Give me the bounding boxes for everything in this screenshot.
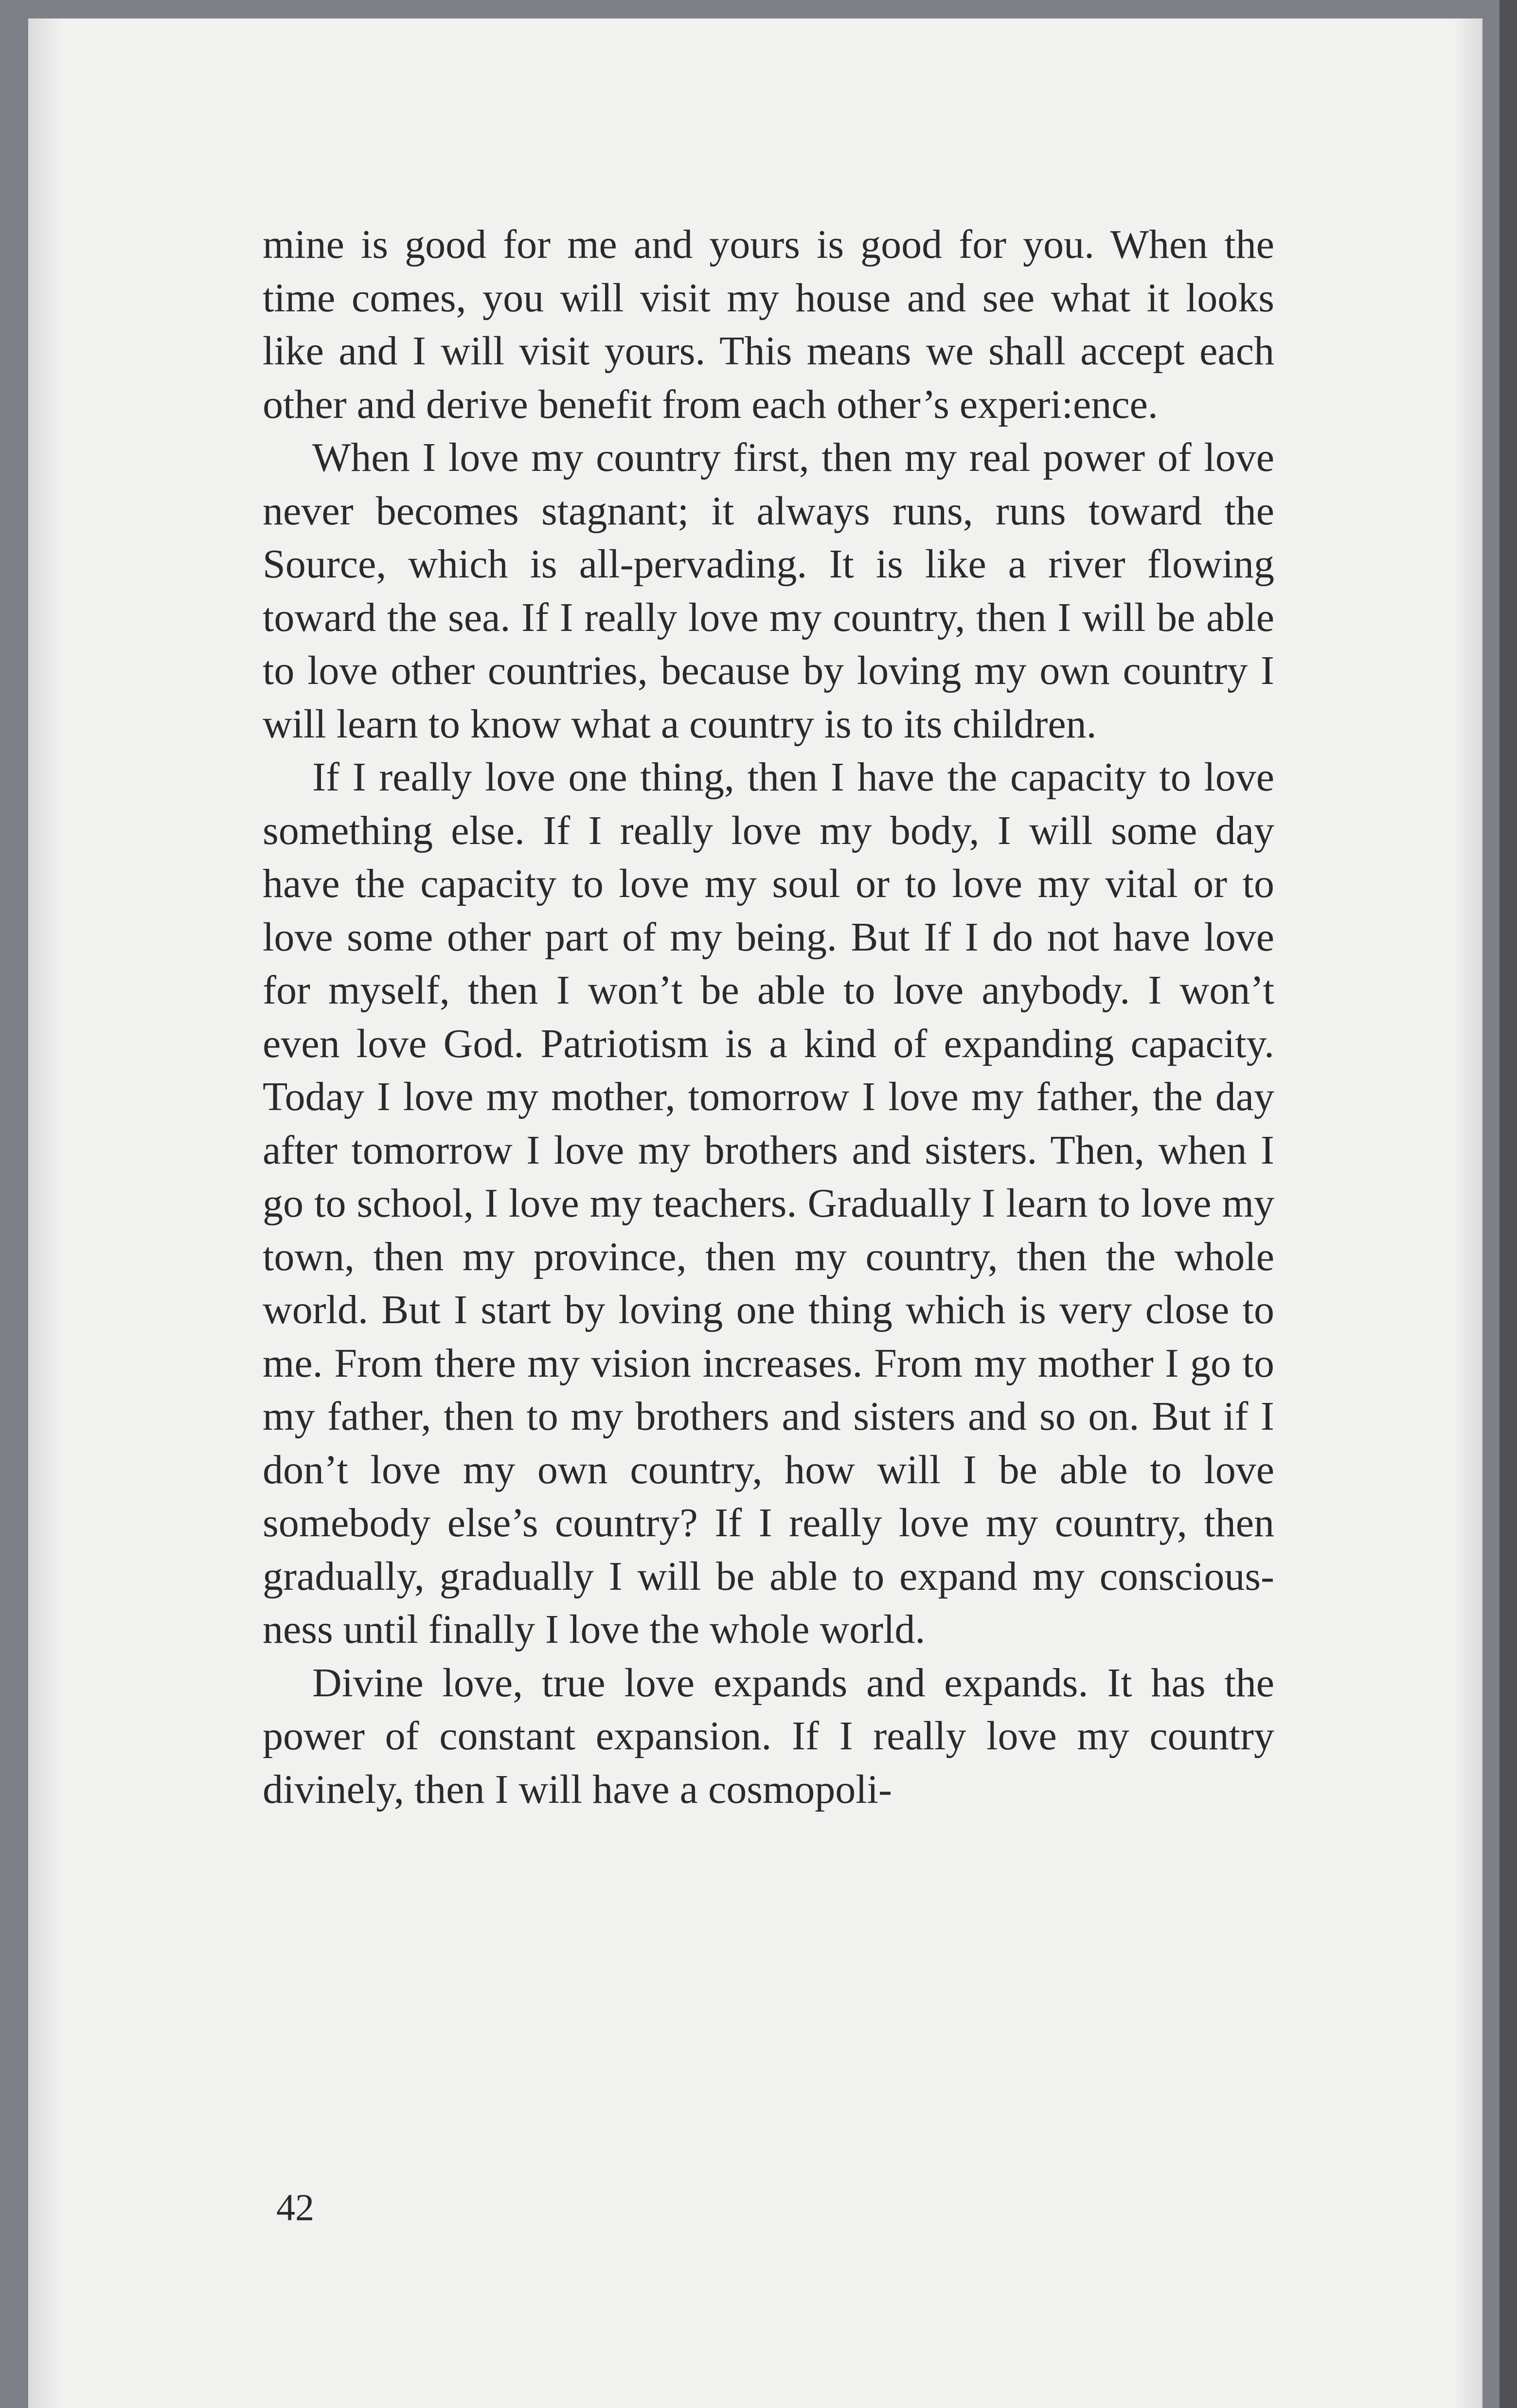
page-edge-shadow-right	[1453, 18, 1482, 2408]
page-sheet	[28, 18, 1482, 2408]
paragraph-continuation: mine is good for me and yours is good for you. When the time comes, you will visit my house and see what it looks like and I will visit yours. This means we shall accept each other and derive benefit from each other’s experi:ence.	[263, 222, 1274, 427]
body-text	[263, 218, 1274, 1816]
page-edge-shadow-left	[28, 18, 62, 2408]
paragraph: If I really love one thing, then I have the capacity to love something else. If I really love my body, I will some day have the capacity to love my soul or to love my vital or to love some other part of my being. But If I do not have love for myself, then I won’t be able to love anybody. I won’t even love God. Patriotism is a kind of expanding capacity. Today I love my mother, tomorrow I love my father, the day after tomorrow I love my brothers and sisters. Then, when I go to school, I love my teachers. Gradually I learn to love my town, then my province, then my country, then the whole world. But I start by loving one thing which is very close to me. From there my vision increases. From my mother I go to my father, then to my brothers and sisters and so on. But if I don’t love my own country, how will I be able to love somebody else’s country? If I really love my country, then gradually, gradually I will be able to expand my consciousness until finally I love the whole world.	[263, 755, 1274, 1652]
paragraph: Divine love, true love expands and expands. It has the power of constant expansion. If I really love my country divinely, then I will have a cosmopoli-	[263, 1660, 1274, 1812]
paragraph: When I love my country first, then my real power of love never becomes stagnant; it always runs, runs toward the Source, which is all-pervading. It is like a river flowing toward the sea. If I really love my country, then I will be able to love other countries, because by loving my own country I will learn to know what a country is to its children.	[263, 435, 1274, 747]
scanner-edge	[1499, 0, 1517, 2408]
page-number: 42	[276, 2186, 314, 2228]
